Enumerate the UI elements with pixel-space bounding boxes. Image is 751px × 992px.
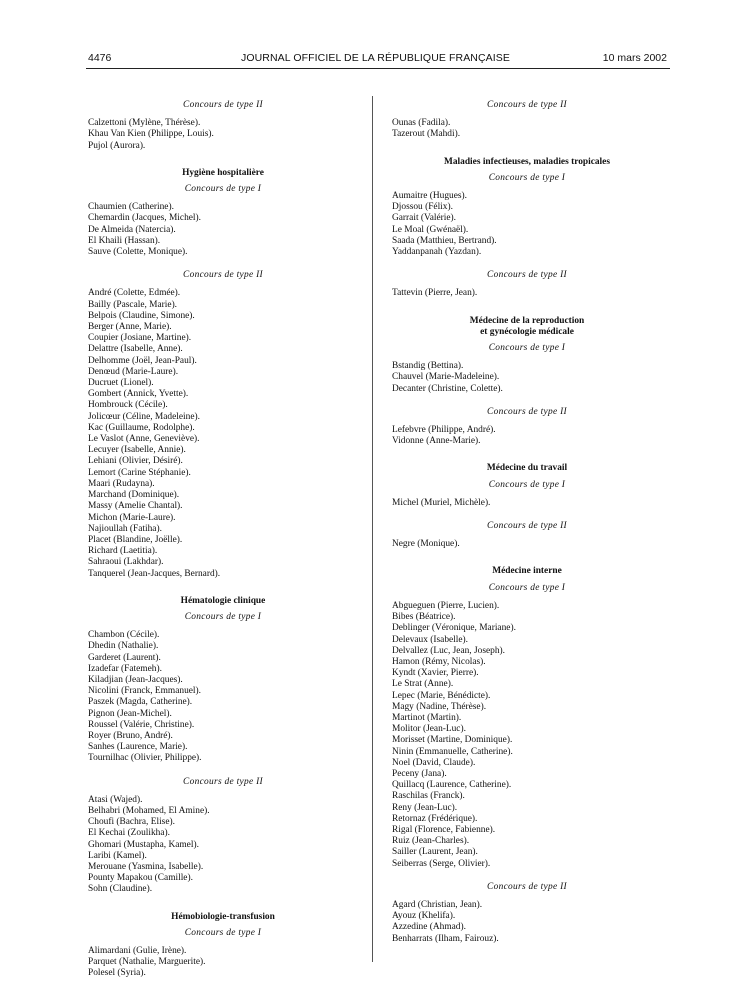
candidate-name: Bstandig (Bettina). (392, 361, 464, 372)
contest-type-subtitle: Concours de type I (488, 479, 566, 490)
section-heading (392, 463, 662, 474)
candidate-name: Chemardin (Jacques, Michel). (88, 213, 201, 224)
candidate-name: Khau Van Kien (Philippe, Louis). (88, 129, 214, 140)
candidate-name: Garderet (Laurent). (88, 652, 161, 663)
section-heading (392, 566, 662, 577)
candidate-name: Calzettoni (Mylène, Thérèse). (88, 118, 201, 129)
candidate-name: Pounty Mapakou (Camille). (88, 873, 193, 884)
contest-type-subtitle: Concours de type II (487, 100, 567, 110)
candidate-name: Tanquerel (Jean-Jacques, Bernard). (88, 568, 221, 579)
candidate-list (392, 498, 662, 509)
candidate-list (88, 202, 358, 258)
candidate-name: Yaddanpanah (Yazdan). (392, 247, 482, 258)
candidate-name: Belhabri (Mohamed, El Amine). (88, 805, 210, 816)
candidate-name: Sauve (Colette, Monique). (88, 247, 188, 258)
candidate-name: Laribi (Kamel). (88, 850, 147, 861)
candidate-list (88, 630, 358, 764)
contest-type-subtitle: Concours de type II (487, 406, 567, 417)
candidate-name: Sohn (Claudine). (88, 884, 153, 895)
candidate-name: Sahraoui (Lakhdar). (88, 557, 164, 568)
contest-type-subtitle: Concours de type II (183, 100, 263, 110)
candidate-list (88, 795, 358, 896)
candidate-name: Paszek (Magda, Catherine). (88, 697, 193, 708)
contest-type-subtitle: Concours de type II (487, 881, 567, 892)
candidate-list (392, 425, 662, 447)
candidate-name: Lecuyer (Isabelle, Annie). (88, 445, 186, 456)
candidate-list (392, 539, 662, 550)
candidate-name: Placet (Blandine, Joëlle). (88, 534, 183, 545)
header-rule (86, 68, 670, 69)
candidate-name: Michon (Marie-Laure). (88, 512, 176, 523)
candidate-name: Pujol (Aurora). (88, 140, 146, 151)
candidate-name: Hombrouck (Cécile). (88, 400, 168, 411)
section-heading (88, 168, 358, 179)
candidate-name: Chaumien (Catherine). (88, 202, 174, 213)
candidate-name: Kac (Guillaume, Rodolphe). (88, 422, 195, 433)
candidate-list (88, 946, 358, 980)
candidate-name: Lepec (Marie, Bénédicte). (392, 690, 491, 701)
left-column (88, 96, 358, 992)
candidate-name: Aumaitre (Hugues). (392, 191, 467, 202)
issue-date: 10 mars 2002 (602, 52, 667, 64)
candidate-name: Vidonne (Anne-Marie). (392, 436, 481, 447)
candidate-name: Michel (Muriel, Michèle). (392, 497, 491, 508)
candidate-name: Garrait (Valérie). (392, 213, 457, 224)
section-heading-line: et gynécologie médicale (480, 326, 574, 337)
candidate-name: Massy (Amelie Chantal). (88, 501, 183, 512)
candidate-name: Tournilhac (Olivier, Philippe). (88, 753, 202, 764)
section-heading-line: Médecine du travail (486, 463, 568, 474)
candidate-name: Bailly (Pascale, Marie). (88, 299, 178, 310)
page-number: 4476 (88, 52, 112, 64)
candidate-name: Delhomme (Joël, Jean-Paul). (88, 355, 197, 366)
candidate-name: Tazerout (Mahdi). (392, 129, 461, 140)
candidate-name: Delvallez (Luc, Jean, Joseph). (392, 645, 505, 656)
section-block (392, 566, 662, 944)
section-block (392, 316, 662, 448)
candidate-name: Delattre (Isabelle, Anne). (88, 344, 183, 355)
candidate-list (392, 288, 662, 299)
candidate-name: El Khaili (Hassan). (88, 235, 161, 246)
candidate-name: Agard (Christian, Jean). (392, 899, 483, 910)
contest-type-subtitle: Concours de type I (488, 582, 566, 593)
candidate-name: Retornaz (Frédérique). (392, 813, 478, 824)
candidate-name: Deblinger (Véronique, Mariane). (392, 623, 516, 634)
section-block (392, 100, 662, 141)
candidate-name: Azzedine (Ahmad). (392, 922, 466, 933)
candidate-name: Coupier (Josiane, Martine). (88, 333, 192, 344)
candidate-name: Le Moal (Gwénaël). (392, 224, 469, 235)
candidate-name: Saada (Matthieu, Bertrand). (392, 235, 497, 246)
candidate-list (392, 191, 662, 258)
candidate-name: Choufi (Bachra, Elise). (88, 817, 175, 828)
section-heading (392, 157, 662, 168)
contest-type-subtitle: Concours de type I (184, 927, 262, 938)
candidate-name: Nicolini (Franck, Emmanuel). (88, 686, 201, 697)
candidate-name: Rigal (Florence, Fabienne). (392, 824, 496, 835)
section-block (88, 596, 358, 896)
section-block (88, 912, 358, 980)
candidate-name: Alimardani (Gulie, Irène). (88, 946, 187, 956)
candidate-name: Ninin (Emmanuelle, Catherine). (392, 746, 513, 757)
candidate-name: André (Colette, Edmée). (88, 288, 181, 299)
candidate-name: Martinot (Martin). (392, 712, 462, 723)
column-divider (372, 96, 373, 962)
journal-title: JOURNAL OFFICIEL DE LA RÉPUBLIQUE FRANÇAISE (241, 52, 510, 64)
candidate-name: Belpois (Claudine, Simone). (88, 310, 195, 321)
section-heading (88, 912, 358, 923)
contest-type-subtitle: Concours de type II (487, 521, 567, 532)
candidate-name: Chauvel (Marie-Madeleine). (392, 372, 500, 383)
candidate-name: Quillacq (Laurence, Catherine). (392, 780, 512, 791)
section-heading-line: Hygiène hospitalière (182, 167, 264, 178)
candidate-name: Dhedin (Nathalie). (88, 641, 159, 652)
candidate-name: Parquet (Nathalie, Marguerite). (88, 957, 206, 968)
candidate-name: Ducruet (Lionel). (88, 378, 154, 389)
candidate-name: Lefebvre (Philippe, André). (392, 425, 496, 436)
candidate-name: Le Vaslot (Anne, Geneviève). (88, 434, 200, 445)
contest-type-subtitle: Concours de type II (183, 270, 263, 281)
section-heading-line: Médecine de la reproduction (469, 315, 585, 326)
candidate-name: Lemort (Carine Stéphanie). (88, 467, 191, 478)
candidate-name: Raschilas (Franck). (392, 791, 465, 802)
contest-type-subtitle: Concours de type I (184, 611, 262, 622)
section-heading-line: Médecine interne (492, 566, 562, 577)
candidate-name: Le Strat (Anne). (392, 679, 454, 690)
candidate-name: Ayouz (Khelifa). (392, 911, 456, 922)
candidate-name: Marchand (Dominique). (88, 490, 180, 501)
candidate-list (392, 601, 662, 870)
section-block (88, 100, 358, 152)
candidate-name: Noel (David, Claude). (392, 757, 476, 768)
candidate-name: Sanhes (Laurence, Marie). (88, 742, 188, 753)
candidate-name: Royer (Bruno, André). (88, 730, 173, 741)
candidate-name: Bibes (Béatrice). (392, 612, 456, 623)
candidate-name: Richard (Laetitia). (88, 546, 158, 557)
candidate-name: Berger (Anne, Marie). (88, 322, 172, 333)
candidate-list (88, 118, 358, 152)
section-block (392, 463, 662, 550)
candidate-name: Roussel (Valérie, Christine). (88, 719, 195, 730)
section-heading (88, 596, 358, 607)
candidate-name: Ghomari (Mustapha, Kamel). (88, 839, 199, 850)
candidate-name: Jolicœur (Céline, Madeleine). (88, 411, 200, 422)
candidate-name: Izadefar (Fatemeh). (88, 663, 162, 674)
section-block (392, 157, 662, 300)
section-heading-line: Hémobiologie-transfusion (171, 911, 275, 922)
candidate-name: Morisset (Martine, Dominique). (392, 735, 513, 746)
contest-type-subtitle: Concours de type II (487, 270, 567, 281)
candidate-list (88, 288, 358, 579)
candidate-name: Decanter (Christine, Colette). (392, 383, 503, 394)
candidate-name: Magy (Nadine, Thérèse). (392, 701, 487, 712)
candidate-name: Gombert (Annick, Yvette). (88, 389, 189, 400)
candidate-name: Najioullah (Fatiha). (88, 523, 162, 534)
section-heading-line: Hématologie clinique (180, 595, 266, 606)
candidate-name: Denœud (Marie-Laure). (88, 366, 179, 377)
candidate-list (392, 900, 662, 945)
candidate-name: Polesel (Syria). (88, 968, 146, 979)
candidate-name: Abgueguen (Pierre, Lucien). (392, 600, 500, 611)
candidate-name: Molitor (Jean-Luc). (392, 724, 466, 735)
page-header (0, 0, 751, 64)
candidate-name: Lehiani (Olivier, Désiré). (88, 456, 183, 467)
candidate-name: Merouane (Yasmina, Isabelle). (88, 861, 204, 872)
candidate-name: Tattevin (Pierre, Jean). (392, 288, 478, 299)
candidate-name: Seiberras (Serge, Olivier). (392, 858, 491, 869)
candidate-name: Kyndt (Xavier, Pierre). (392, 668, 479, 679)
candidate-name: Maari (Rudayna). (88, 478, 155, 489)
candidate-list (392, 118, 662, 140)
candidate-name: Delevaux (Isabelle). (392, 634, 469, 645)
candidate-name: Pignon (Jean-Michel). (88, 708, 172, 719)
candidate-name: Kiladjian (Jean-Jacques). (88, 674, 183, 685)
candidate-name: Benharrats (Ilham, Fairouz). (392, 933, 499, 944)
contest-type-subtitle: Concours de type I (488, 343, 566, 354)
candidate-name: Reny (Jean-Luc). (392, 802, 458, 813)
candidate-name: Peceny (Jana). (392, 768, 447, 779)
candidate-name: Atasi (Wajed). (88, 794, 143, 805)
candidate-name: Ounas (Fadila). (392, 118, 451, 129)
section-heading-line: Maladies infectieuses, maladies tropicales (444, 156, 610, 167)
contest-type-subtitle: Concours de type I (184, 184, 262, 195)
candidate-name: Negre (Monique). (392, 539, 460, 550)
candidate-name: Hamon (Rémy, Nicolas). (392, 656, 486, 667)
candidate-name: El Kechai (Zoulikha). (88, 828, 170, 839)
contest-type-subtitle: Concours de type II (183, 776, 263, 787)
candidate-name: Djossou (Félix). (392, 202, 453, 213)
candidate-name: De Almeida (Natercia). (88, 224, 176, 235)
section-block (88, 168, 358, 580)
section-heading (392, 316, 662, 338)
candidate-list (392, 361, 662, 395)
candidate-name: Ruiz (Jean-Charles). (392, 836, 470, 847)
contest-type-subtitle: Concours de type I (488, 172, 566, 183)
right-column (392, 96, 662, 957)
candidate-name: Sailler (Laurent, Jean). (392, 847, 478, 858)
candidate-name: Chambon (Cécile). (88, 630, 160, 641)
